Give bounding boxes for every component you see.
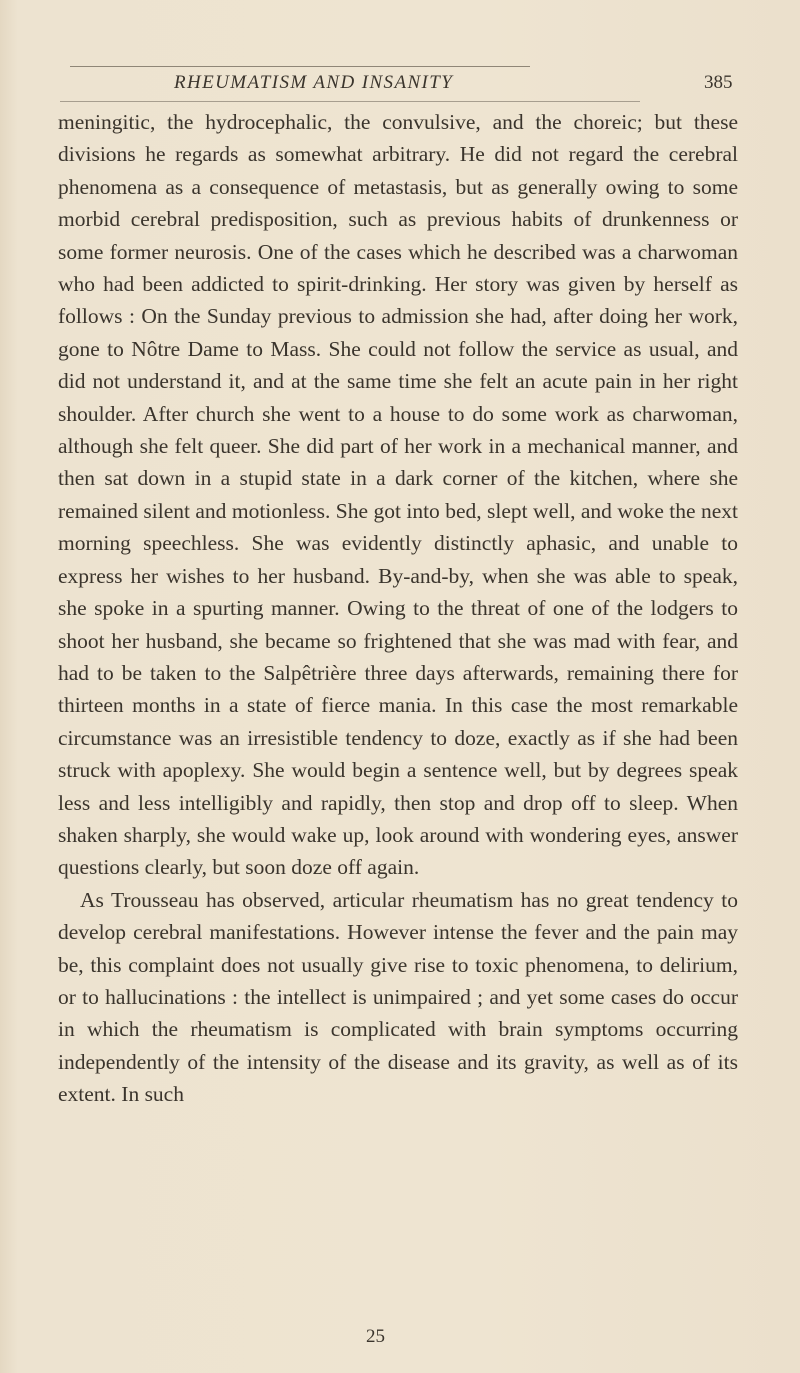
running-title: RHEUMATISM AND INSANITY bbox=[174, 72, 454, 93]
page-header bbox=[0, 72, 800, 102]
page-number: 385 bbox=[704, 72, 733, 93]
signature-mark: 25 bbox=[366, 1326, 385, 1347]
header-rule bbox=[60, 101, 640, 102]
paragraph-2: As Trousseau has observed, articular rheumatism has no great tendency to develop cerebral manifestations. However intense the fever and the pain may be, this complaint does not usually give rise to toxic phenomena, to delirium, or to hallucinations : the intellect is unimpaired ; and yet some cases do occur in which the rheumatism is complicated with brain symptoms occurring independently of the intensity of the disease and its gravity, as well as of its extent. In such bbox=[58, 887, 738, 1107]
body-text bbox=[58, 106, 738, 1111]
top-rule bbox=[70, 66, 530, 67]
paragraph-1: meningitic, the hydrocephalic, the convulsive, and the choreic; but these divisions he regards as somewhat arbitrary. He did not regard the cerebral phenomena as a consequence of metastasis, but as generally owing to some morbid cerebral predisposition, such as previous habits of drunkenness or some former neurosis. One of the cases which he described was a charwoman who had been addicted to spirit-drinking. Her story was given by herself as follows : On the Sunday previous to admission she had, after doing her work, gone to Nôtre Dame to Mass. She could not follow the service as usual, and did not understand it, and at the same time she felt an acute pain in her right shoulder. After church she went to a house to do some work as charwoman, although she felt queer. She did part of her work in a mechanical manner, and then sat down in a stupid state in a dark corner of the kitchen, where she remained silent and motionless. She got into bed, slept well, and woke the next morning speechless. She was evidently distinctly aphasic, and unable to express her wishes to her husband. By-and-by, when she was able to speak, she spoke in a spurting manner. Owing to the threat of one of the lodgers to shoot her husband, she became so frightened that she was mad with fear, and had to be taken to the Salpêtrière three days afterwards, remaining there for thirteen months in a state of fierce mania. In this case the most remarkable circumstance was an irresistible tendency to doze, exactly as if she had been struck with apoplexy. She would begin a sentence well, but by degrees speak less and less intelligibly and rapidly, then stop and drop off to sleep. When shaken sharply, she would wake up, look around with wondering eyes, answer questions clearly, but soon doze off again. bbox=[58, 110, 738, 880]
